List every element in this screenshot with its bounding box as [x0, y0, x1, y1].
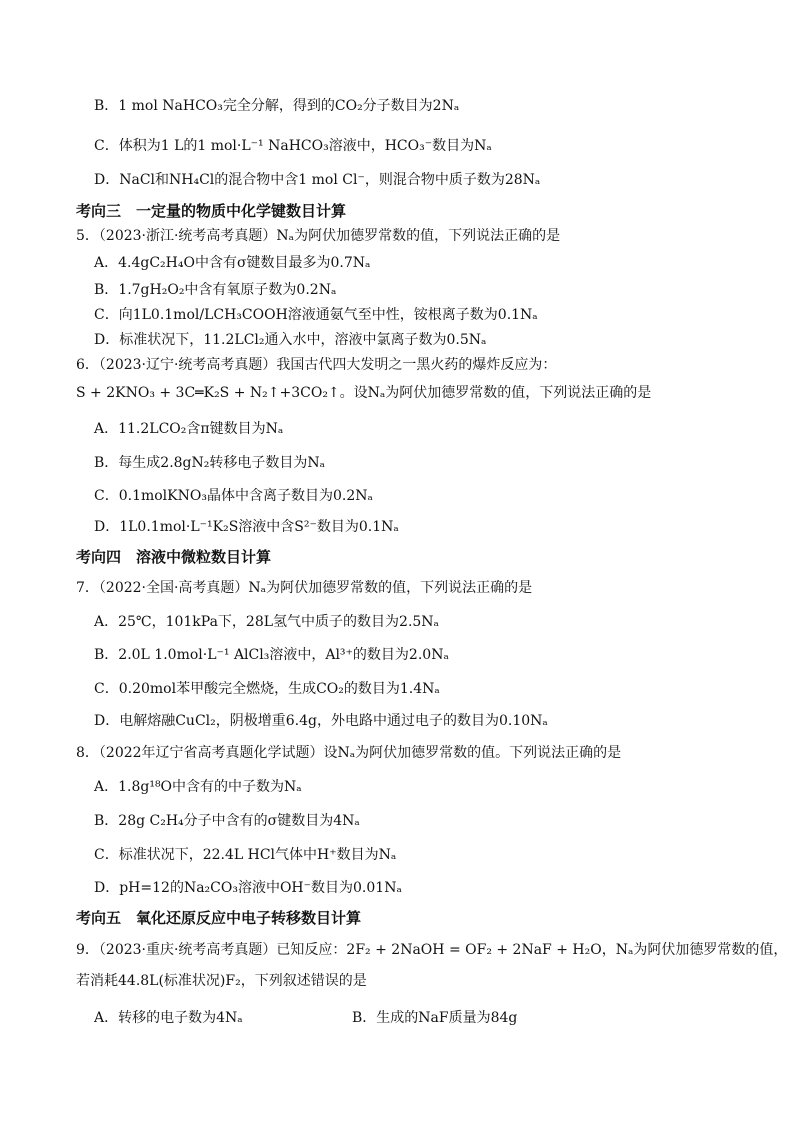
answer-option: B．每生成2.8gN₂转移电子数目为Nₐ — [94, 455, 326, 471]
answer-option: C．体积为1 L的1 mol·L⁻¹ NaHCO₃溶液中，HCO₃⁻数目为Nₐ — [94, 138, 492, 154]
answer-option: B．1 mol NaHCO₃完全分解，得到的CO₂分子数目为2Nₐ — [94, 98, 460, 114]
answer-option: C．标准状况下，22.4L HCl气体中H⁺数目为Nₐ — [94, 847, 397, 863]
question-stem: 若消耗44.8L(标准状况)F₂，下列叙述错误的是 — [76, 973, 367, 989]
question-stem: 7．（2022·全国·高考真题）Nₐ为阿伏加德罗常数的值，下列说法正确的是 — [76, 580, 533, 596]
answer-option: A．4.4gC₂H₄O中含有σ键数目最多为0.7Nₐ — [94, 255, 371, 271]
answer-option: A．25℃，101kPa下，28L氢气中质子的数目为2.5Nₐ — [94, 614, 439, 630]
section-heading: 考向三 一定量的物质中化学键数目计算 — [76, 202, 347, 220]
question-stem: S + 2KNO₃ + 3C═K₂S + N₂↑+3CO₂↑。设Nₐ为阿伏加德罗常数的值，下列说法正确的是 — [76, 385, 652, 401]
question-stem: 6．（2023·辽宁·统考高考真题）我国古代四大发明之一黑火药的爆炸反应为： — [76, 357, 557, 373]
answer-option: A．1.8g¹⁸O中含有的中子数为Nₐ — [94, 779, 302, 795]
answer-option: B．28g C₂H₄分子中含有的σ键数目为4Nₐ — [94, 813, 360, 829]
answer-option: D．标准状况下，11.2LCl₂通入水中，溶液中氯离子数为0.5Nₐ — [94, 332, 487, 348]
answer-option: B．1.7gH₂O₂中含有氧原子数为0.2Nₐ — [94, 282, 337, 298]
option-9a: A．转移的电子数为4Nₐ — [94, 1010, 243, 1026]
section-heading: 考向四 溶液中微粒数目计算 — [76, 548, 272, 566]
question-stem: 8．（2022年辽宁省高考真题化学试题）设Nₐ为阿伏加德罗常数的值。下列说法正确的是 — [76, 745, 622, 761]
answer-option: C．0.20mol苯甲酸完全燃烧，生成CO₂的数目为1.4Nₐ — [94, 681, 440, 697]
section-heading: 考向五 氧化还原反应中电子转移数目计算 — [76, 909, 362, 927]
answer-option: D．pH=12的Na₂CO₃溶液中OH⁻数目为0.01Nₐ — [94, 880, 402, 896]
answer-option: A．11.2LCO₂含π键数目为Nₐ — [94, 421, 284, 437]
answer-option: C．0.1molKNO₃晶体中含离子数目为0.2Nₐ — [94, 488, 373, 504]
answer-option: B．2.0L 1.0mol·L⁻¹ AlCl₃溶液中，Al³⁺的数目为2.0Nₐ — [94, 647, 449, 663]
answer-option: D．NaCl和NH₄Cl的混合物中含1 mol Cl⁻，则混合物中质子数为28Nₐ — [94, 172, 541, 188]
answer-option: D．电解熔融CuCl₂，阴极增重6.4g，外电路中通过电子的数目为0.10Nₐ — [94, 713, 548, 729]
answer-option: C．向1L0.1mol/LCH₃COOH溶液通氨气至中性，铵根离子数为0.1Nₐ — [94, 307, 538, 323]
option-9b: B．生成的NaF质量为84g — [352, 1010, 518, 1026]
question-stem: 9．（2023·重庆·统考高考真题）已知反应：2F₂ + 2NaOH = OF₂ + 2NaF + H₂O，Nₐ为阿伏加德罗常数的值， — [76, 942, 788, 958]
question-stem: 5．（2023·浙江·统考高考真题）Nₐ为阿伏加德罗常数的值，下列说法正确的是 — [76, 228, 561, 244]
answer-option: D．1L0.1mol·L⁻¹K₂S溶液中含S²⁻数目为0.1Nₐ — [94, 519, 399, 535]
